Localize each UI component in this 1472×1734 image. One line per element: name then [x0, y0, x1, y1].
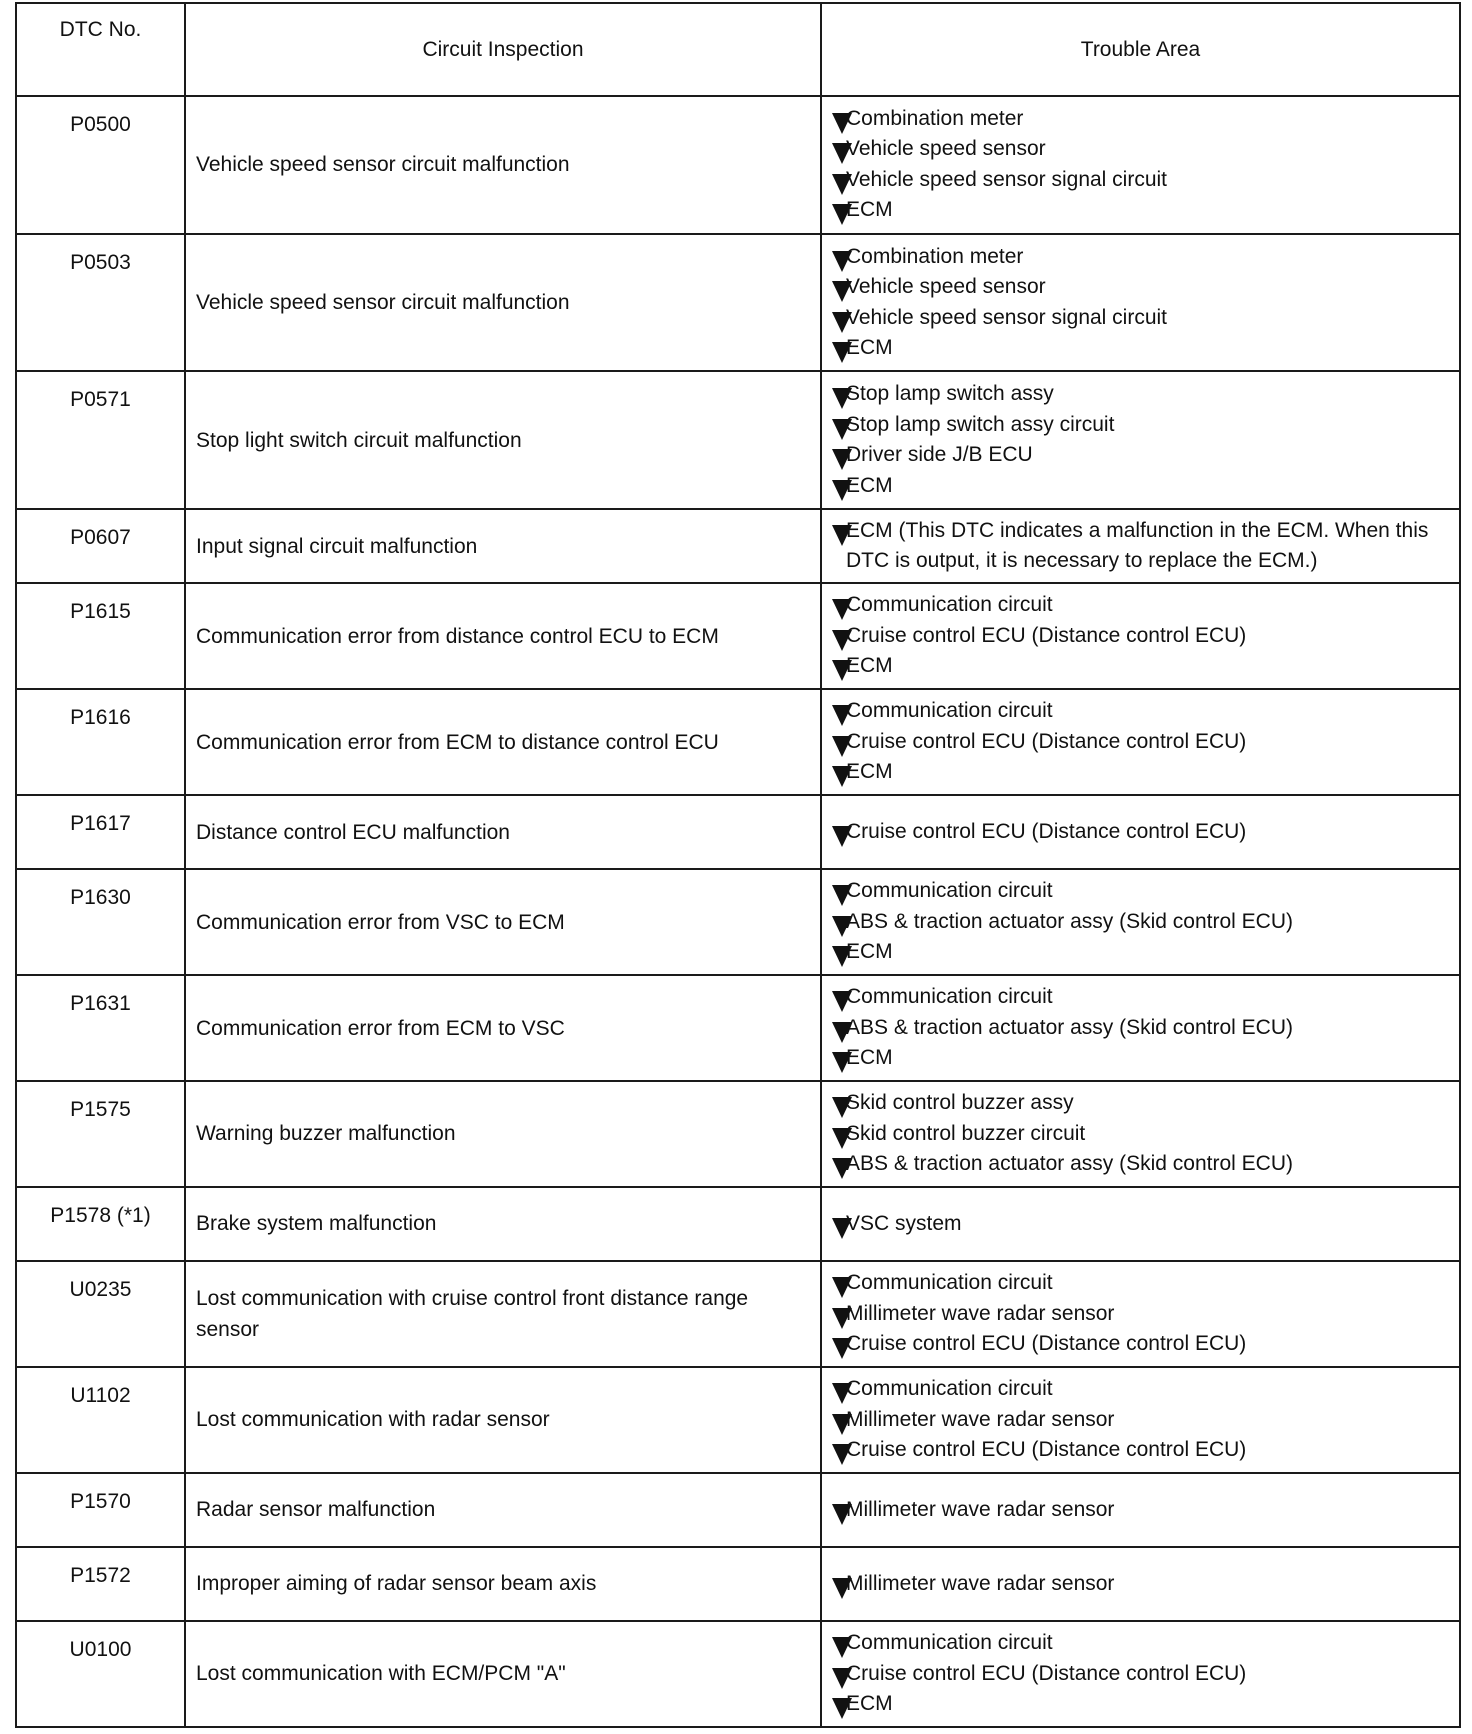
trouble-area-text: Millimeter wave radar sensor	[846, 1497, 1115, 1521]
trouble-area-text: Communication circuit	[846, 593, 1053, 617]
down-triangle-bullet-icon	[832, 449, 852, 470]
trouble-area-text: ECM	[846, 1046, 893, 1070]
dtc-code-cell: P0503	[16, 234, 185, 372]
circuit-inspection-cell: Stop light switch circuit malfunction	[185, 371, 821, 509]
trouble-area-text: Vehicle speed sensor	[846, 137, 1046, 161]
down-triangle-bullet-icon	[832, 1637, 852, 1658]
down-triangle-bullet-icon	[832, 660, 852, 681]
table-row	[16, 795, 1460, 869]
down-triangle-bullet-icon	[832, 113, 852, 134]
trouble-area-text: ECM	[846, 473, 893, 497]
down-triangle-bullet-icon	[832, 1128, 852, 1149]
down-triangle-bullet-icon	[832, 705, 852, 726]
trouble-area-item	[832, 165, 1449, 196]
trouble-area-cell	[821, 1367, 1460, 1473]
down-triangle-bullet-icon	[832, 1383, 852, 1404]
trouble-area-item	[832, 1628, 1449, 1659]
header-row	[16, 3, 1460, 96]
trouble-area-text: Driver side J/B ECU	[846, 443, 1033, 467]
trouble-area-item	[832, 937, 1449, 968]
trouble-area-item	[832, 1268, 1449, 1299]
trouble-area-item	[832, 651, 1449, 682]
down-triangle-bullet-icon	[832, 281, 852, 302]
trouble-area-item	[832, 303, 1449, 334]
trouble-area-item	[832, 1405, 1449, 1436]
circuit-inspection-cell: Improper aiming of radar sensor beam axis	[185, 1547, 821, 1621]
trouble-area-item	[832, 876, 1449, 907]
down-triangle-bullet-icon	[832, 419, 852, 440]
trouble-area-text: ABS & traction actuator assy (Skid control ECU)	[846, 1015, 1293, 1039]
trouble-area-item	[832, 1569, 1449, 1600]
trouble-area-text: Communication circuit	[846, 879, 1053, 903]
trouble-area-text: Skid control buzzer assy	[846, 1091, 1074, 1115]
trouble-area-text: Cruise control ECU (Distance control ECU)	[846, 623, 1247, 647]
trouble-area-cell	[821, 1473, 1460, 1547]
trouble-area-cell	[821, 583, 1460, 689]
trouble-area-text: ECM	[846, 198, 893, 222]
trouble-area-text: Millimeter wave radar sensor	[846, 1407, 1115, 1431]
trouble-area-text: Communication circuit	[846, 985, 1053, 1009]
trouble-area-text: ECM	[846, 760, 893, 784]
trouble-area-text: Millimeter wave radar sensor	[846, 1301, 1115, 1325]
down-triangle-bullet-icon	[832, 312, 852, 333]
header-circuit-inspection: Circuit Inspection	[185, 3, 821, 96]
trouble-area-text: Communication circuit	[846, 1271, 1053, 1295]
down-triangle-bullet-icon	[832, 388, 852, 409]
dtc-code-cell: P0500	[16, 96, 185, 234]
down-triangle-bullet-icon	[832, 1338, 852, 1359]
trouble-area-item	[832, 1374, 1449, 1405]
dtc-code-cell: P0571	[16, 371, 185, 509]
trouble-area-text: Communication circuit	[846, 699, 1053, 723]
down-triangle-bullet-icon	[832, 1414, 852, 1435]
down-triangle-bullet-icon	[832, 174, 852, 195]
trouble-area-item	[832, 982, 1449, 1013]
down-triangle-bullet-icon	[832, 480, 852, 501]
header-trouble-area: Trouble Area	[821, 3, 1460, 96]
down-triangle-bullet-icon	[832, 599, 852, 620]
down-triangle-bullet-icon	[832, 1578, 852, 1599]
down-triangle-bullet-icon	[832, 736, 852, 757]
down-triangle-bullet-icon	[832, 1218, 852, 1239]
trouble-area-item	[832, 1043, 1449, 1074]
circuit-inspection-cell: Vehicle speed sensor circuit malfunction	[185, 234, 821, 372]
trouble-area-text: Vehicle speed sensor	[846, 275, 1046, 299]
trouble-area-item	[832, 1495, 1449, 1526]
table-row	[16, 869, 1460, 975]
trouble-area-item	[832, 590, 1449, 621]
trouble-area-item	[832, 134, 1449, 165]
trouble-area-cell	[821, 1547, 1460, 1621]
circuit-inspection-cell: Communication error from VSC to ECM	[185, 869, 821, 975]
trouble-area-text: ABS & traction actuator assy (Skid control ECU)	[846, 909, 1293, 933]
trouble-area-item	[832, 757, 1449, 788]
trouble-area-item	[832, 817, 1449, 848]
trouble-area-text: Stop lamp switch assy	[846, 382, 1054, 406]
trouble-area-item	[832, 727, 1449, 758]
dtc-code-cell: P1630	[16, 869, 185, 975]
trouble-area-text: Vehicle speed sensor signal circuit	[846, 305, 1168, 329]
trouble-area-text: ECM	[846, 940, 893, 964]
trouble-area-item	[832, 195, 1449, 226]
trouble-area-item	[832, 104, 1449, 135]
circuit-inspection-cell: Vehicle speed sensor circuit malfunction	[185, 96, 821, 234]
trouble-area-text: VSC system	[846, 1211, 962, 1235]
trouble-area-item	[832, 272, 1449, 303]
dtc-code-cell: P1575	[16, 1081, 185, 1187]
trouble-area-item	[832, 333, 1449, 364]
trouble-area-text: Cruise control ECU (Distance control ECU)	[846, 1661, 1247, 1685]
dtc-code-cell: P1631	[16, 975, 185, 1081]
trouble-area-item	[832, 410, 1449, 441]
trouble-area-text: ECM	[846, 1692, 893, 1716]
trouble-area-text: Cruise control ECU (Distance control ECU)	[846, 1438, 1247, 1462]
trouble-area-item	[832, 242, 1449, 273]
table-row	[16, 1261, 1460, 1367]
circuit-inspection-cell: Warning buzzer malfunction	[185, 1081, 821, 1187]
table-row	[16, 1621, 1460, 1727]
trouble-area-text: Stop lamp switch assy circuit	[846, 412, 1115, 436]
trouble-area-text: Combination meter	[846, 244, 1024, 268]
trouble-area-item	[832, 1013, 1449, 1044]
trouble-area-item	[832, 621, 1449, 652]
dtc-code-cell: P1616	[16, 689, 185, 795]
trouble-area-cell	[821, 975, 1460, 1081]
down-triangle-bullet-icon	[832, 1097, 852, 1118]
trouble-area-item	[832, 1209, 1449, 1240]
table-row	[16, 371, 1460, 509]
trouble-area-cell	[821, 689, 1460, 795]
trouble-area-item	[832, 1119, 1449, 1150]
dtc-code-cell: P1572	[16, 1547, 185, 1621]
table-row	[16, 689, 1460, 795]
circuit-inspection-cell: Communication error from distance control ECU to ECM	[185, 583, 821, 689]
trouble-area-text: Cruise control ECU (Distance control ECU)	[846, 819, 1247, 843]
trouble-area-item	[832, 516, 1449, 577]
trouble-area-item	[832, 1299, 1449, 1330]
down-triangle-bullet-icon	[832, 342, 852, 363]
table-row	[16, 1187, 1460, 1261]
down-triangle-bullet-icon	[832, 1052, 852, 1073]
table-row	[16, 583, 1460, 689]
down-triangle-bullet-icon	[832, 1504, 852, 1525]
trouble-area-item	[832, 1088, 1449, 1119]
down-triangle-bullet-icon	[832, 1308, 852, 1329]
trouble-area-text: Communication circuit	[846, 1631, 1053, 1655]
dtc-table	[15, 2, 1461, 1728]
trouble-area-text: Vehicle speed sensor signal circuit	[846, 167, 1168, 191]
trouble-area-cell	[821, 869, 1460, 975]
trouble-area-item	[832, 1329, 1449, 1360]
trouble-area-item	[832, 1435, 1449, 1466]
table-row	[16, 1081, 1460, 1187]
dtc-code-cell: P1615	[16, 583, 185, 689]
table-row	[16, 1367, 1460, 1473]
trouble-area-text: Skid control buzzer circuit	[846, 1121, 1086, 1145]
down-triangle-bullet-icon	[832, 1158, 852, 1179]
trouble-area-text: Cruise control ECU (Distance control ECU)	[846, 729, 1247, 753]
circuit-inspection-cell: Lost communication with ECM/PCM "A"	[185, 1621, 821, 1727]
circuit-inspection-cell: Radar sensor malfunction	[185, 1473, 821, 1547]
down-triangle-bullet-icon	[832, 143, 852, 164]
dtc-code-cell: P0607	[16, 509, 185, 583]
down-triangle-bullet-icon	[832, 1668, 852, 1689]
down-triangle-bullet-icon	[832, 1444, 852, 1465]
trouble-area-cell	[821, 1081, 1460, 1187]
table-row	[16, 96, 1460, 234]
dtc-code-cell: U1102	[16, 1367, 185, 1473]
circuit-inspection-cell: Communication error from ECM to distance control ECU	[185, 689, 821, 795]
dtc-code-cell: U0235	[16, 1261, 185, 1367]
trouble-area-text: ABS & traction actuator assy (Skid control ECU)	[846, 1152, 1293, 1176]
trouble-area-cell	[821, 509, 1460, 583]
trouble-area-item	[832, 1149, 1449, 1180]
trouble-area-cell	[821, 96, 1460, 234]
trouble-area-text: Cruise control ECU (Distance control ECU)	[846, 1332, 1247, 1356]
trouble-area-item	[832, 696, 1449, 727]
circuit-inspection-cell: Lost communication with cruise control front distance range sensor	[185, 1261, 821, 1367]
down-triangle-bullet-icon	[832, 946, 852, 967]
trouble-area-cell	[821, 795, 1460, 869]
down-triangle-bullet-icon	[832, 1022, 852, 1043]
trouble-area-text: Millimeter wave radar sensor	[846, 1571, 1115, 1595]
circuit-inspection-cell: Lost communication with radar sensor	[185, 1367, 821, 1473]
trouble-area-item	[832, 1689, 1449, 1720]
trouble-area-text: ECM	[846, 654, 893, 678]
down-triangle-bullet-icon	[832, 525, 852, 546]
table-row	[16, 509, 1460, 583]
table-row	[16, 975, 1460, 1081]
down-triangle-bullet-icon	[832, 916, 852, 937]
table-body	[16, 96, 1460, 1727]
down-triangle-bullet-icon	[832, 630, 852, 651]
trouble-area-text: Communication circuit	[846, 1377, 1053, 1401]
circuit-inspection-cell: Communication error from ECM to VSC	[185, 975, 821, 1081]
down-triangle-bullet-icon	[832, 766, 852, 787]
trouble-area-cell	[821, 371, 1460, 509]
down-triangle-bullet-icon	[832, 991, 852, 1012]
trouble-area-item	[832, 471, 1449, 502]
dtc-code-cell: P1617	[16, 795, 185, 869]
circuit-inspection-cell: Input signal circuit malfunction	[185, 509, 821, 583]
table-row	[16, 234, 1460, 372]
header-dtc-no: DTC No.	[16, 3, 185, 96]
down-triangle-bullet-icon	[832, 1698, 852, 1719]
trouble-area-item	[832, 379, 1449, 410]
trouble-area-text: ECM	[846, 336, 893, 360]
trouble-area-item	[832, 440, 1449, 471]
circuit-inspection-cell: Distance control ECU malfunction	[185, 795, 821, 869]
down-triangle-bullet-icon	[832, 251, 852, 272]
trouble-area-cell	[821, 234, 1460, 372]
trouble-area-cell	[821, 1261, 1460, 1367]
down-triangle-bullet-icon	[832, 204, 852, 225]
down-triangle-bullet-icon	[832, 826, 852, 847]
circuit-inspection-cell: Brake system malfunction	[185, 1187, 821, 1261]
trouble-area-item	[832, 1659, 1449, 1690]
trouble-area-item	[832, 907, 1449, 938]
table-row	[16, 1547, 1460, 1621]
dtc-code-cell: P1570	[16, 1473, 185, 1547]
down-triangle-bullet-icon	[832, 1277, 852, 1298]
dtc-code-cell: U0100	[16, 1621, 185, 1727]
trouble-area-text: ECM (This DTC indicates a malfunction in the ECM. When this DTC is output, it is necessary to replace the ECM.)	[846, 518, 1429, 573]
trouble-area-text: Combination meter	[846, 106, 1024, 130]
trouble-area-cell	[821, 1621, 1460, 1727]
trouble-area-cell	[821, 1187, 1460, 1261]
down-triangle-bullet-icon	[832, 885, 852, 906]
table-row	[16, 1473, 1460, 1547]
dtc-code-cell: P1578 (*1)	[16, 1187, 185, 1261]
